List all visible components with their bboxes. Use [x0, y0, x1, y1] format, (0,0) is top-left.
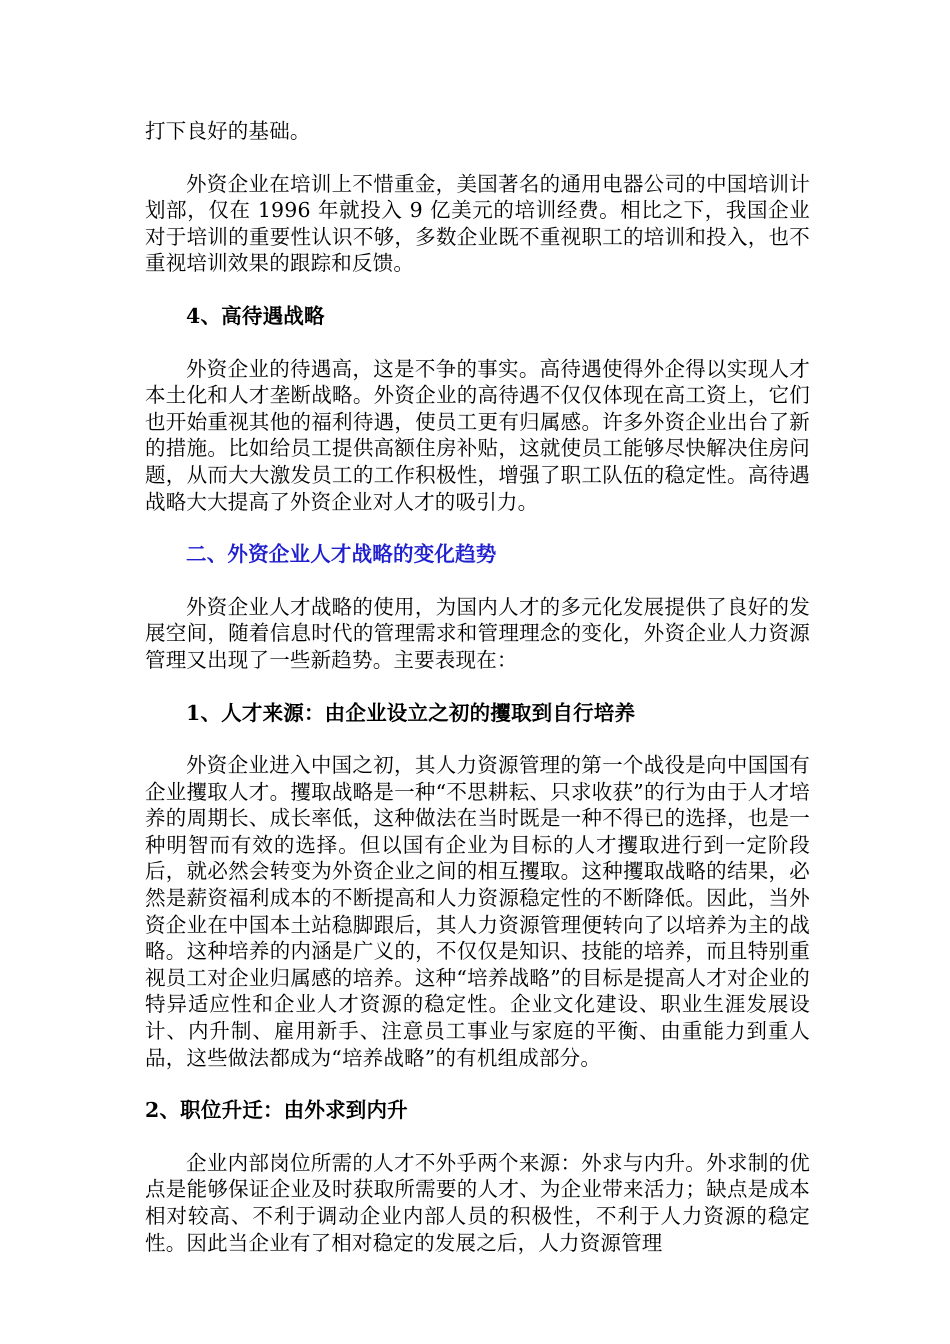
paragraph-continuation: 打下良好的基础。 — [145, 119, 311, 143]
paragraph-promotion: 企业内部岗位所需的人才不外乎两个来源：外求与内升。外求制的优点是能够保证企业及时获取所需要的人才、为企业带来活力；缺点是成本相对较高、不利于调动企业内部人员的积极性，不利于人力资源的稳定性。因此当企业有了相对稳定的发展之后，人力资源管理 — [145, 1150, 810, 1255]
heading-high-salary-strategy: 4、高待遇战略 — [186, 303, 325, 328]
section-heading-trends: 二、外资企业人才战略的变化趋势 — [186, 542, 497, 567]
paragraph-training-investment: 外资企业在培训上不惜重金，美国著名的通用电器公司的中国培训计划部，仅在 1996 年就投入 9 亿美元的培训经费。相比之下，我国企业对于培训的重要性认识不够，多数企业既不重视职工的培训和投入，也不重视培训效果的跟踪和反馈。 — [145, 171, 810, 276]
paragraph-high-salary: 外资企业的待遇高，这是不争的事实。高待遇使得外企得以实现人才本土化和人才垄断战略。外资企业的高待遇不仅仅体现在高工资上，它们也开始重视其他的福利待遇，使员工更有归属感。许多外资企业出台了新的措施。比如给员工提供高额住房补贴，这就使员工能够尽快解决住房问题，从而大大激发员工的工作积极性，增强了职工队伍的稳定性。高待遇战略大大提高了外资企业对人才的吸引力。 — [145, 356, 810, 514]
heading-talent-source: 1、人才来源：由企业设立之初的攫取到自行培养 — [186, 700, 636, 725]
paragraph-trends-intro: 外资企业人才战略的使用，为国内人才的多元化发展提供了良好的发展空间，随着信息时代的管理需求和管理理念的变化，外资企业人力资源管理又出现了一些新趋势。主要表现在： — [145, 594, 810, 672]
heading-promotion: 2、职位升迁：由外求到内升 — [145, 1098, 408, 1123]
paragraph-talent-source: 外资企业进入中国之初，其人力资源管理的第一个战役是向中国国有企业攫取人才。攫取战略是一种“不思耕耘、只求收获”的行为由于人才培养的周期长、成长率低，这种做法在当时既是一种不得已的选择，也是一种明智而有效的选择。但以国有企业为目标的人才攫取进行到一定阶段后，就必然会转变为外资企业之间的相互攫取。这种攫取战略的结果，必然是薪资福利成本的不断提高和人力资源稳定性的不断降低。因此，当外资企业在中国本土站稳脚跟后，其人力资源管理便转向了以培养为主的战略。这种培养的内涵是广义的，不仅仅是知识、技能的培养，而且特别重视员工对企业归属感的培养。这种“培养战略”的目标是提高人才对企业的特异适应性和企业人才资源的稳定性。企业文化建设、职业生涯发展设计、内升制、雇用新手、注意员工事业与家庭的平衡、由重能力到重人品，这些做法都成为“培养战略”的有机组成部分。 — [145, 753, 810, 1070]
document-body — [145, 118, 810, 1282]
